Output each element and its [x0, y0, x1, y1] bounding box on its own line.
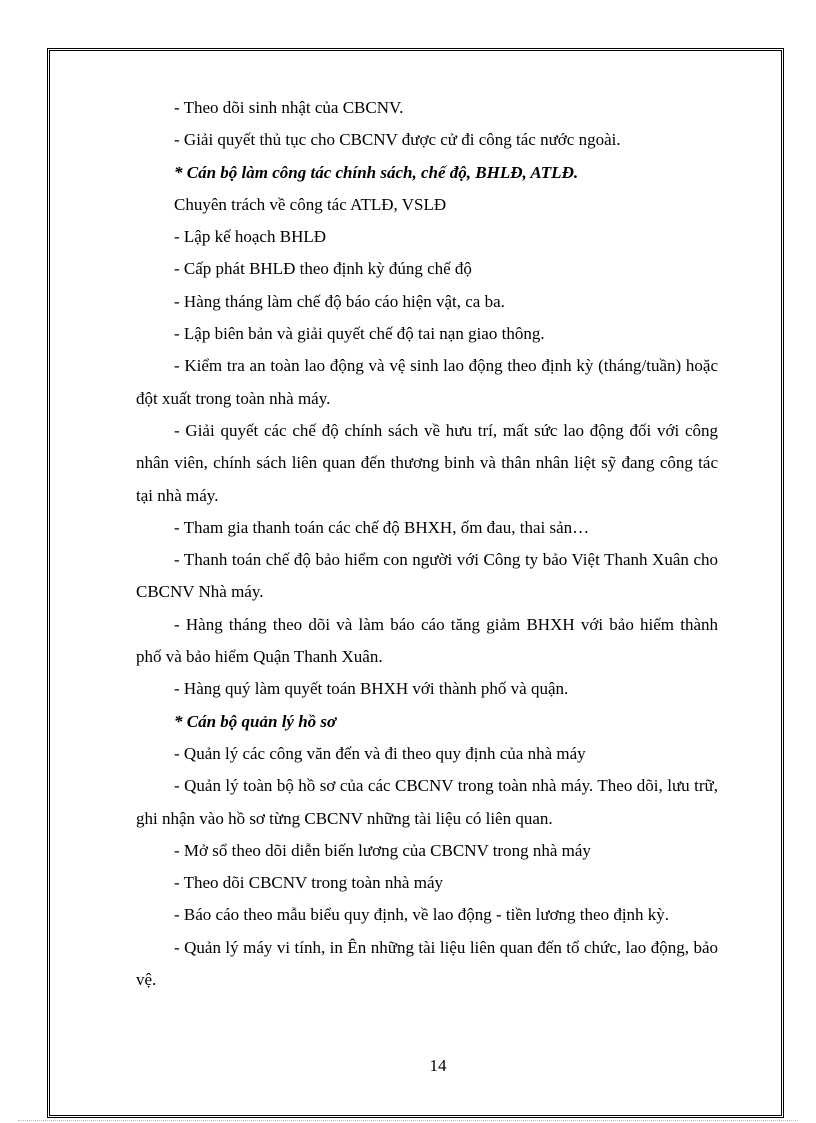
paragraph: - Mở sổ theo dõi diễn biến lương của CBCNV trong nhà máy	[174, 840, 591, 860]
paragraph: - Quản lý các công văn đến và đi theo quy định của nhà máy	[174, 743, 586, 763]
paragraph: - Hàng quý làm quyết toán BHXH với thành phố và quận.	[174, 679, 569, 699]
section-heading: * Cán bộ quản lý hồ sơ	[174, 711, 337, 731]
paragraph: - Theo dõi CBCNV trong toàn nhà máy	[174, 873, 443, 893]
paragraph: - Lập kế hoạch BHLĐ	[174, 227, 327, 247]
paragraph: - Hàng tháng theo dõi và làm báo cáo tăng giảm BHXH với bảo hiểm thành phố và bảo hiểm Quận Thanh Xuân.	[136, 614, 718, 667]
paragraph: - Thanh toán chế độ bảo hiểm con người với Công ty bảo Việt Thanh Xuân cho CBCNV Nhà máy.	[136, 550, 718, 602]
paragraph: - Quản lý toàn bộ hồ sơ của các CBCNV trong toàn nhà máy. Theo dõi, lưu trữ, ghi nhận vào hồ sơ từng CBCNV những tài liệu có liên quan.	[136, 776, 718, 828]
page-number: 14	[429, 1056, 447, 1075]
paragraph: - Báo cáo theo mẫu biểu quy định, về lao động - tiền lương theo định kỳ.	[174, 905, 670, 925]
footer-divider	[18, 1120, 798, 1121]
paragraph: - Giải quyết các chế độ chính sách về hưu trí, mất sức lao động đối với công nhân viên, chính sách liên quan đến thương binh và thân nhân liệt sỹ đang công tác tại nhà máy.	[136, 420, 718, 505]
paragraph: - Tham gia thanh toán các chế độ BHXH, ốm đau, thai sản…	[174, 517, 590, 537]
section-heading: * Cán bộ làm công tác chính sách, chế độ, BHLĐ, ATLĐ.	[174, 162, 579, 182]
paragraph: Chuyên trách về công tác ATLĐ, VSLĐ	[174, 194, 447, 214]
paragraph: - Cấp phát BHLĐ theo định kỳ đúng chế độ	[174, 259, 472, 279]
paragraph: - Theo dõi sinh nhật của CBCNV.	[174, 98, 404, 117]
paragraph: - Lập biên bản và giải quyết chế độ tai nạn giao thông.	[174, 324, 545, 344]
document-body	[136, 92, 718, 996]
paragraph: - Hàng tháng làm chế độ báo cáo hiện vật, ca ba.	[174, 291, 505, 311]
paragraph: - Giải quyết thủ tục cho CBCNV được cử đi công tác nước ngoài.	[174, 130, 621, 150]
paragraph: - Kiểm tra an toàn lao động và vệ sinh lao động theo định kỳ (tháng/tuần) hoặc đột xuất trong toàn nhà máy.	[136, 356, 718, 408]
paragraph: - Quản lý máy vi tính, in Ên những tài liệu liên quan đến tổ chức, lao động, bảo vệ.	[136, 937, 718, 990]
